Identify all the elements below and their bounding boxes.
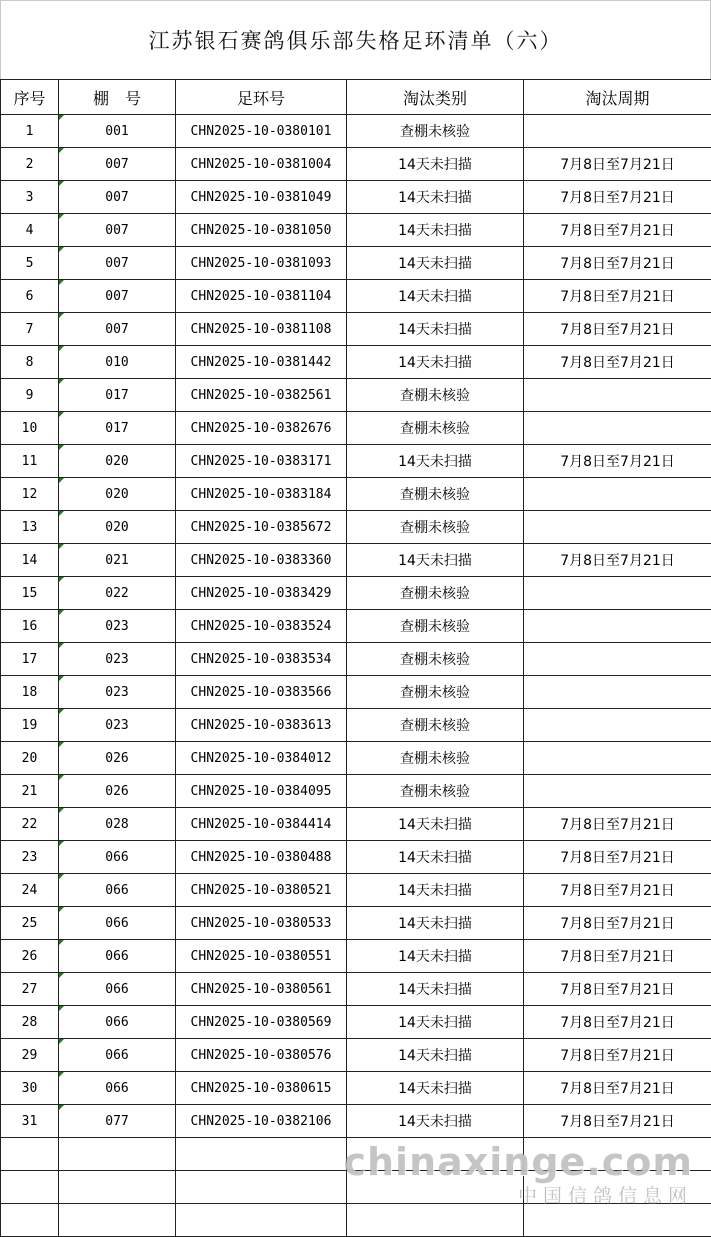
table-row <box>1 214 711 247</box>
cell-loft-text: 007 <box>105 190 128 205</box>
cell-loft <box>59 346 176 379</box>
cell-ring: CHN2025-10-0384095 <box>176 775 347 808</box>
watermark-site: chinaxinge.com <box>343 1140 693 1184</box>
cell-loft-text: 066 <box>105 1081 128 1096</box>
cell-marker-icon <box>59 940 64 945</box>
cell-type: 14天未扫描 <box>347 1105 524 1138</box>
cell-ring: CHN2025-10-0381104 <box>176 280 347 313</box>
cell-loft-text: 066 <box>105 949 128 964</box>
cell-loft <box>59 1006 176 1039</box>
cell-seq: 26 <box>1 940 59 973</box>
cell-marker-icon <box>59 445 64 450</box>
cell-marker-icon <box>59 379 64 384</box>
cell-ring: CHN2025-10-0383524 <box>176 610 347 643</box>
cell-period <box>524 511 711 544</box>
cell-type: 14天未扫描 <box>347 940 524 973</box>
empty-cell <box>347 1138 524 1171</box>
cell-seq: 5 <box>1 247 59 280</box>
empty-row <box>1 1204 711 1237</box>
cell-marker-icon <box>59 841 64 846</box>
cell-type: 14天未扫描 <box>347 544 524 577</box>
cell-period: 7月8日至7月21日 <box>524 247 711 280</box>
table-row <box>1 115 711 148</box>
cell-type: 14天未扫描 <box>347 1072 524 1105</box>
cell-loft <box>59 313 176 346</box>
cell-marker-icon <box>59 346 64 351</box>
cell-period: 7月8日至7月21日 <box>524 148 711 181</box>
cell-loft <box>59 412 176 445</box>
cell-loft <box>59 511 176 544</box>
header-period: 淘汰周期 <box>524 80 711 115</box>
table-row <box>1 973 711 1006</box>
cell-type: 查棚未核验 <box>347 379 524 412</box>
cell-ring: CHN2025-10-0381442 <box>176 346 347 379</box>
cell-loft <box>59 181 176 214</box>
cell-ring: CHN2025-10-0380569 <box>176 1006 347 1039</box>
table-row <box>1 544 711 577</box>
cell-type: 14天未扫描 <box>347 907 524 940</box>
empty-cell <box>1 1171 59 1204</box>
cell-period: 7月8日至7月21日 <box>524 808 711 841</box>
empty-cell <box>347 1204 524 1237</box>
cell-type: 14天未扫描 <box>347 1006 524 1039</box>
cell-type: 查棚未核验 <box>347 775 524 808</box>
cell-seq: 22 <box>1 808 59 841</box>
cell-loft <box>59 1072 176 1105</box>
cell-loft <box>59 973 176 1006</box>
table-body <box>1 115 711 1237</box>
cell-type: 查棚未核验 <box>347 577 524 610</box>
table-row <box>1 379 711 412</box>
cell-loft-text: 066 <box>105 916 128 931</box>
cell-type: 查棚未核验 <box>347 115 524 148</box>
table-row <box>1 610 711 643</box>
cell-marker-icon <box>59 313 64 318</box>
cell-marker-icon <box>59 1072 64 1077</box>
cell-loft <box>59 643 176 676</box>
cell-loft-text: 023 <box>105 685 128 700</box>
page-title: 江苏银石赛鸽俱乐部失格足环清单（六） <box>149 25 563 55</box>
cell-marker-icon <box>59 643 64 648</box>
cell-marker-icon <box>59 742 64 747</box>
table-row <box>1 280 711 313</box>
cell-loft-text: 020 <box>105 520 128 535</box>
table-row <box>1 181 711 214</box>
cell-seq: 18 <box>1 676 59 709</box>
cell-type: 查棚未核验 <box>347 412 524 445</box>
cell-loft <box>59 148 176 181</box>
header-type: 淘汰类别 <box>347 80 524 115</box>
cell-loft-text: 026 <box>105 751 128 766</box>
header-loft: 棚 号 <box>59 80 176 115</box>
cell-seq: 29 <box>1 1039 59 1072</box>
empty-cell <box>524 1204 711 1237</box>
cell-marker-icon <box>59 577 64 582</box>
cell-ring: CHN2025-10-0385672 <box>176 511 347 544</box>
empty-row <box>1 1138 711 1171</box>
cell-ring: CHN2025-10-0383613 <box>176 709 347 742</box>
cell-loft <box>59 907 176 940</box>
cell-type: 14天未扫描 <box>347 1039 524 1072</box>
cell-type: 14天未扫描 <box>347 313 524 346</box>
cell-seq: 6 <box>1 280 59 313</box>
table-row <box>1 841 711 874</box>
cell-seq: 28 <box>1 1006 59 1039</box>
cell-ring: CHN2025-10-0381049 <box>176 181 347 214</box>
cell-loft <box>59 445 176 478</box>
cell-ring: CHN2025-10-0383171 <box>176 445 347 478</box>
cell-marker-icon <box>59 676 64 681</box>
cell-loft <box>59 577 176 610</box>
cell-loft-text: 026 <box>105 784 128 799</box>
cell-marker-icon <box>59 280 64 285</box>
cell-ring: CHN2025-10-0381050 <box>176 214 347 247</box>
table-row <box>1 940 711 973</box>
table-row <box>1 1006 711 1039</box>
cell-ring: CHN2025-10-0382676 <box>176 412 347 445</box>
cell-loft <box>59 115 176 148</box>
cell-seq: 4 <box>1 214 59 247</box>
cell-period: 7月8日至7月21日 <box>524 1105 711 1138</box>
cell-loft <box>59 1105 176 1138</box>
cell-period: 7月8日至7月21日 <box>524 907 711 940</box>
cell-ring: CHN2025-10-0381004 <box>176 148 347 181</box>
cell-ring: CHN2025-10-0382106 <box>176 1105 347 1138</box>
cell-seq: 19 <box>1 709 59 742</box>
cell-loft-text: 066 <box>105 850 128 865</box>
cell-seq: 1 <box>1 115 59 148</box>
cell-type: 14天未扫描 <box>347 445 524 478</box>
cell-type: 14天未扫描 <box>347 841 524 874</box>
table-row <box>1 148 711 181</box>
cell-loft-text: 017 <box>105 421 128 436</box>
cell-ring: CHN2025-10-0384414 <box>176 808 347 841</box>
cell-loft-text: 007 <box>105 322 128 337</box>
cell-loft <box>59 247 176 280</box>
cell-loft <box>59 478 176 511</box>
table-row <box>1 808 711 841</box>
cell-period: 7月8日至7月21日 <box>524 544 711 577</box>
cell-ring: CHN2025-10-0383360 <box>176 544 347 577</box>
table-row <box>1 511 711 544</box>
cell-loft-text: 066 <box>105 883 128 898</box>
cell-loft-text: 020 <box>105 487 128 502</box>
table-row <box>1 676 711 709</box>
table-row <box>1 577 711 610</box>
cell-ring: CHN2025-10-0380561 <box>176 973 347 1006</box>
cell-marker-icon <box>59 148 64 153</box>
cell-period: 7月8日至7月21日 <box>524 841 711 874</box>
cell-marker-icon <box>59 1006 64 1011</box>
cell-type: 14天未扫描 <box>347 214 524 247</box>
cell-period <box>524 412 711 445</box>
empty-cell <box>1 1138 59 1171</box>
cell-type: 14天未扫描 <box>347 280 524 313</box>
cell-ring: CHN2025-10-0383534 <box>176 643 347 676</box>
table-row <box>1 478 711 511</box>
cell-period: 7月8日至7月21日 <box>524 346 711 379</box>
cell-seq: 8 <box>1 346 59 379</box>
cell-marker-icon <box>59 1039 64 1044</box>
cell-loft-text: 021 <box>105 553 128 568</box>
empty-cell <box>176 1171 347 1204</box>
cell-loft <box>59 940 176 973</box>
cell-loft-text: 007 <box>105 289 128 304</box>
cell-seq: 14 <box>1 544 59 577</box>
header-seq: 序号 <box>1 80 59 115</box>
cell-loft-text: 007 <box>105 223 128 238</box>
table-row <box>1 247 711 280</box>
cell-period: 7月8日至7月21日 <box>524 1072 711 1105</box>
cell-type: 查棚未核验 <box>347 478 524 511</box>
cell-seq: 23 <box>1 841 59 874</box>
cell-marker-icon <box>59 544 64 549</box>
table-row <box>1 346 711 379</box>
empty-cell <box>59 1138 176 1171</box>
cell-seq: 31 <box>1 1105 59 1138</box>
cell-ring: CHN2025-10-0380488 <box>176 841 347 874</box>
cell-seq: 10 <box>1 412 59 445</box>
cell-loft-text: 023 <box>105 718 128 733</box>
watermark-site-name: 中国信鸽信息网 <box>343 1184 693 1208</box>
cell-period <box>524 577 711 610</box>
cell-marker-icon <box>59 610 64 615</box>
cell-type: 查棚未核验 <box>347 709 524 742</box>
cell-type: 查棚未核验 <box>347 511 524 544</box>
cell-marker-icon <box>59 115 64 120</box>
cell-loft <box>59 841 176 874</box>
table-row <box>1 742 711 775</box>
cell-marker-icon <box>59 412 64 417</box>
cell-seq: 25 <box>1 907 59 940</box>
cell-seq: 2 <box>1 148 59 181</box>
cell-seq: 17 <box>1 643 59 676</box>
cell-loft <box>59 775 176 808</box>
cell-ring: CHN2025-10-0380521 <box>176 874 347 907</box>
cell-period <box>524 610 711 643</box>
cell-loft <box>59 214 176 247</box>
cell-loft-text: 023 <box>105 652 128 667</box>
cell-seq: 3 <box>1 181 59 214</box>
table-row <box>1 1039 711 1072</box>
cell-period: 7月8日至7月21日 <box>524 1006 711 1039</box>
cell-ring: CHN2025-10-0384012 <box>176 742 347 775</box>
cell-loft <box>59 874 176 907</box>
table-row <box>1 874 711 907</box>
table-row <box>1 1105 711 1138</box>
empty-cell <box>347 1171 524 1204</box>
table-row <box>1 907 711 940</box>
cell-ring: CHN2025-10-0382561 <box>176 379 347 412</box>
cell-period <box>524 709 711 742</box>
table-row <box>1 643 711 676</box>
cell-seq: 7 <box>1 313 59 346</box>
cell-period <box>524 115 711 148</box>
title-row <box>0 0 711 79</box>
table-row <box>1 709 711 742</box>
cell-period: 7月8日至7月21日 <box>524 940 711 973</box>
cell-loft-text: 066 <box>105 1015 128 1030</box>
cell-type: 14天未扫描 <box>347 874 524 907</box>
cell-ring: CHN2025-10-0381108 <box>176 313 347 346</box>
cell-type: 14天未扫描 <box>347 808 524 841</box>
cell-seq: 30 <box>1 1072 59 1105</box>
cell-marker-icon <box>59 973 64 978</box>
cell-period <box>524 643 711 676</box>
cell-loft-text: 022 <box>105 586 128 601</box>
cell-period: 7月8日至7月21日 <box>524 313 711 346</box>
cell-type: 14天未扫描 <box>347 973 524 1006</box>
cell-loft <box>59 676 176 709</box>
cell-marker-icon <box>59 214 64 219</box>
cell-seq: 20 <box>1 742 59 775</box>
cell-loft-text: 066 <box>105 1048 128 1063</box>
table-row <box>1 775 711 808</box>
empty-cell <box>59 1171 176 1204</box>
cell-marker-icon <box>59 709 64 714</box>
cell-seq: 13 <box>1 511 59 544</box>
cell-loft-text: 020 <box>105 454 128 469</box>
cell-seq: 16 <box>1 610 59 643</box>
cell-marker-icon <box>59 874 64 879</box>
cell-ring: CHN2025-10-0381093 <box>176 247 347 280</box>
cell-marker-icon <box>59 478 64 483</box>
cell-type: 14天未扫描 <box>347 181 524 214</box>
empty-cell <box>176 1138 347 1171</box>
cell-ring: CHN2025-10-0380533 <box>176 907 347 940</box>
cell-ring: CHN2025-10-0380576 <box>176 1039 347 1072</box>
cell-marker-icon <box>59 1105 64 1110</box>
empty-cell <box>59 1204 176 1237</box>
cell-loft <box>59 1039 176 1072</box>
cell-loft-text: 001 <box>105 124 128 139</box>
cell-type: 14天未扫描 <box>347 346 524 379</box>
header-row <box>1 80 711 115</box>
cell-loft-text: 023 <box>105 619 128 634</box>
cell-loft <box>59 280 176 313</box>
cell-period: 7月8日至7月21日 <box>524 181 711 214</box>
cell-type: 查棚未核验 <box>347 610 524 643</box>
table-row <box>1 1072 711 1105</box>
cell-loft-text: 028 <box>105 817 128 832</box>
cell-loft <box>59 544 176 577</box>
cell-seq: 15 <box>1 577 59 610</box>
cell-loft <box>59 610 176 643</box>
cell-ring: CHN2025-10-0380551 <box>176 940 347 973</box>
cell-marker-icon <box>59 775 64 780</box>
cell-period: 7月8日至7月21日 <box>524 1039 711 1072</box>
table-row <box>1 445 711 478</box>
cell-period: 7月8日至7月21日 <box>524 874 711 907</box>
cell-period: 7月8日至7月21日 <box>524 973 711 1006</box>
cell-loft <box>59 709 176 742</box>
cell-ring: CHN2025-10-0380615 <box>176 1072 347 1105</box>
cell-marker-icon <box>59 247 64 252</box>
cell-marker-icon <box>59 181 64 186</box>
empty-row <box>1 1171 711 1204</box>
cell-loft <box>59 742 176 775</box>
cell-period <box>524 379 711 412</box>
header-ring: 足环号 <box>176 80 347 115</box>
cell-seq: 24 <box>1 874 59 907</box>
cell-seq: 12 <box>1 478 59 511</box>
table-row <box>1 313 711 346</box>
cell-period: 7月8日至7月21日 <box>524 280 711 313</box>
cell-period: 7月8日至7月21日 <box>524 214 711 247</box>
cell-loft-text: 077 <box>105 1114 128 1129</box>
cell-loft-text: 010 <box>105 355 128 370</box>
cell-period <box>524 775 711 808</box>
cell-ring: CHN2025-10-0383566 <box>176 676 347 709</box>
cell-loft <box>59 379 176 412</box>
cell-marker-icon <box>59 511 64 516</box>
table-row <box>1 412 711 445</box>
cell-marker-icon <box>59 907 64 912</box>
cell-type: 查棚未核验 <box>347 676 524 709</box>
empty-cell <box>1 1204 59 1237</box>
cell-ring: CHN2025-10-0383184 <box>176 478 347 511</box>
cell-type: 查棚未核验 <box>347 643 524 676</box>
cell-loft-text: 007 <box>105 256 128 271</box>
cell-loft-text: 066 <box>105 982 128 997</box>
cell-period: 7月8日至7月21日 <box>524 445 711 478</box>
cell-loft-text: 017 <box>105 388 128 403</box>
cell-seq: 11 <box>1 445 59 478</box>
cell-marker-icon <box>59 808 64 813</box>
cell-period <box>524 676 711 709</box>
cell-type: 14天未扫描 <box>347 148 524 181</box>
cell-ring: CHN2025-10-0383429 <box>176 577 347 610</box>
cell-type: 查棚未核验 <box>347 742 524 775</box>
cell-period <box>524 478 711 511</box>
cell-seq: 9 <box>1 379 59 412</box>
empty-cell <box>176 1204 347 1237</box>
cell-period <box>524 742 711 775</box>
cell-seq: 27 <box>1 973 59 1006</box>
cell-loft-text: 007 <box>105 157 128 172</box>
cell-type: 14天未扫描 <box>347 247 524 280</box>
disqualified-rings-table <box>0 79 711 1237</box>
cell-ring: CHN2025-10-0380101 <box>176 115 347 148</box>
empty-cell <box>524 1171 711 1204</box>
cell-loft <box>59 808 176 841</box>
empty-cell <box>524 1138 711 1171</box>
cell-seq: 21 <box>1 775 59 808</box>
